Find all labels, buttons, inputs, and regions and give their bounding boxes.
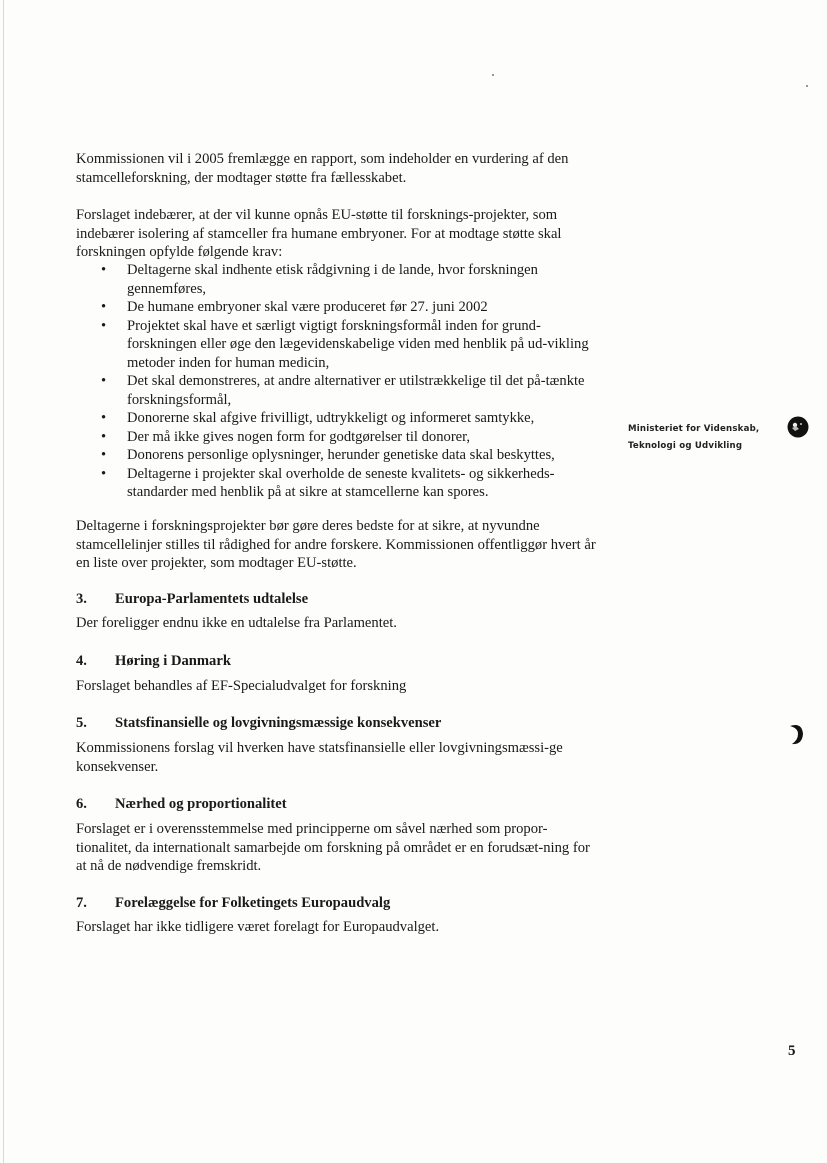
section-heading	[76, 652, 231, 670]
section-heading	[76, 894, 390, 912]
list-item: • Deltagerne i projekter skal overholde de seneste kvalitets- og sikkerheds-standarder med henblik på at sikre at stamcellerne kan spores.	[101, 465, 555, 500]
section-number: 4.	[76, 653, 87, 669]
ministry-label-line2: Teknologi og Udvikling	[628, 441, 743, 451]
proposal-paragraph: Forslaget indebærer, at der vil kunne opnås EU-støtte til forsknings-projekter, som indebærer isolering af stamceller fra humane embryoner. For at modtage støtte skal forskningen opfylde følgende krav:	[76, 207, 562, 260]
section-heading	[76, 590, 308, 608]
section-title: Nærhed og proportionalitet	[115, 796, 287, 812]
bullet-icon: •	[101, 299, 107, 315]
section-number: 5.	[76, 715, 87, 731]
section-body: Kommissionens forslag vil hverken have statsfinansielle eller lovgivningsmæssi-ge konsekvenser.	[76, 740, 563, 775]
section-number: 6.	[76, 796, 87, 812]
section-body: Der foreligger endnu ikke en udtalelse fra Parlamentet.	[76, 615, 397, 631]
list-item: • Der må ikke gives nogen form for godtgørelser til donorer,	[101, 428, 471, 445]
section-title: Høring i Danmark	[115, 653, 231, 669]
bullet-icon: •	[101, 428, 107, 445]
ministry-label-line1: Ministeriet for Videnskab,	[628, 424, 760, 434]
list-item: • Donorerne skal afgive frivilligt, udtrykkeligt og informeret samtykke,	[101, 410, 535, 426]
punch-hole-icon	[786, 722, 806, 746]
list-item: • Deltagerne skal indhente etisk rådgivning i de lande, hvor forskningen gennemføres,	[101, 262, 538, 297]
section-heading	[76, 714, 441, 732]
section-heading	[76, 795, 287, 813]
bullet-icon: •	[101, 410, 107, 426]
section-title: Statsfinansielle og lovgivningsmæssige konsekvenser	[115, 715, 442, 731]
scan-edge-line	[3, 0, 4, 1163]
ministry-seal-icon	[787, 416, 809, 438]
ministry-label	[628, 421, 759, 455]
section-body: Forslaget har ikke tidligere været forelagt for Europaudvalget.	[76, 919, 440, 935]
bullet-icon: •	[101, 465, 107, 482]
participants-paragraph: Deltagerne i forskningsprojekter bør gøre deres bedste for at sikre, at nyvundne stamcellelinjer stilles til rådighed for andre forskere. Kommissionen offentliggør hvert år en liste over projekter, som modtager EU-støtte.	[76, 518, 596, 571]
bullet-icon: •	[101, 373, 107, 389]
scan-speck	[806, 85, 808, 87]
bullet-icon: •	[101, 262, 107, 278]
list-item: • De humane embryoner skal være produceret før 27. juni 2002	[101, 299, 488, 315]
bullet-icon: •	[101, 317, 107, 334]
section-number: 3.	[76, 591, 87, 607]
scan-speck	[492, 74, 494, 76]
list-item: • Donorens personlige oplysninger, herunder genetiske data skal beskyttes,	[101, 447, 555, 463]
section-title: Forelæggelse for Folketingets Europaudvalg	[115, 895, 391, 911]
list-item: • Projektet skal have et særligt vigtigt forskningsformål inden for grund-forskningen eller øge den lægevidenskabelige viden med henblik på ud-vikling metoder inden for human medicin,	[101, 317, 589, 371]
list-item: • Det skal demonstreres, at andre alternativer er utilstrækkelige til det på-tænkte forskningsformål,	[101, 373, 585, 408]
intro-paragraph: Kommissionen vil i 2005 fremlægge en rapport, som indeholder en vurdering af den stamcelleforskning, der modtager støtte fra fællesskabet.	[76, 151, 569, 186]
section-title: Europa-Parlamentets udtalelse	[115, 591, 309, 607]
section-number: 7.	[76, 895, 87, 911]
bullet-icon: •	[101, 447, 107, 463]
page-number: 5	[788, 1043, 796, 1059]
section-body: Forslaget er i overensstemmelse med principperne om såvel nærhed som propor-tionalitet, da internationalt samarbejde om forskning på området er en forudsæt-ning for at nå de nødvendige fremskridt.	[76, 821, 590, 874]
section-body: Forslaget behandles af EF-Specialudvalget for forskning	[76, 678, 407, 694]
requirements-list	[76, 261, 606, 502]
